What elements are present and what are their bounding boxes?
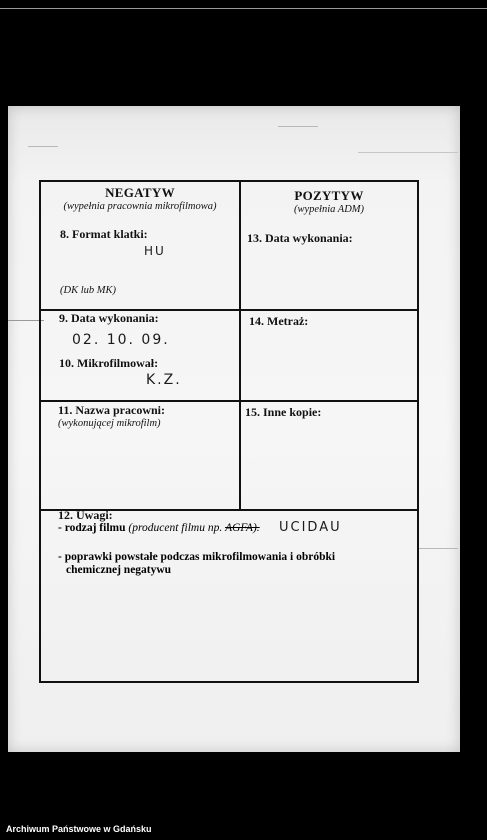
operator-value: K.Z. <box>146 372 182 388</box>
negatyw-subtitle: (wypełnia pracownia mikrofilmowa) <box>63 201 217 212</box>
pracownia-note: (wykonującej mikrofilm) <box>58 418 161 429</box>
film-type-example: AGFA). <box>225 522 260 534</box>
length-label: 14. Metraż: <box>249 314 309 328</box>
row-divider-2 <box>41 400 418 402</box>
film-type-hint: (producent filmu np. <box>128 522 223 534</box>
form-table <box>39 180 419 683</box>
scan-speck <box>28 146 58 147</box>
pozytyw-title: POZYTYW <box>294 188 364 203</box>
scan-speck <box>278 126 318 127</box>
scan-edge-line <box>0 8 487 9</box>
copies-label: 15. Inne kopie: <box>245 405 322 419</box>
uwagi-label: 12. Uwagi: <box>58 508 113 522</box>
format-value: HU <box>144 244 166 258</box>
defects-line-1: - poprawki powstałe podczas mikrofilmowania i obróbki <box>58 551 336 563</box>
archive-footer: Archiwum Państwowe w Gdańsku <box>6 824 152 834</box>
pozytyw-subtitle: (wypełnia ADM) <box>293 204 365 215</box>
date-label: 9. Data wykonania: <box>59 311 159 325</box>
film-type-value: UCIDAU <box>279 520 342 535</box>
film-type-line <box>58 522 260 534</box>
format-label: 8. Format klatki: <box>60 227 148 241</box>
negatyw-title: NEGATYW <box>105 185 175 200</box>
scan-speck <box>358 152 458 153</box>
pozytyw-date-label: 13. Data wykonania: <box>247 231 353 245</box>
date-value: 02. 10. 09. <box>72 332 170 348</box>
scan-speck <box>418 548 458 549</box>
format-note: (DK lub MK) <box>60 285 116 296</box>
defects-line-2: chemicznej negatywu <box>66 564 172 576</box>
film-type-prefix: - rodzaj filmu <box>58 522 126 534</box>
pracownia-label: 11. Nazwa pracowni: <box>58 403 165 417</box>
operator-label: 10. Mikrofilmował: <box>59 356 159 370</box>
column-divider <box>239 182 241 511</box>
